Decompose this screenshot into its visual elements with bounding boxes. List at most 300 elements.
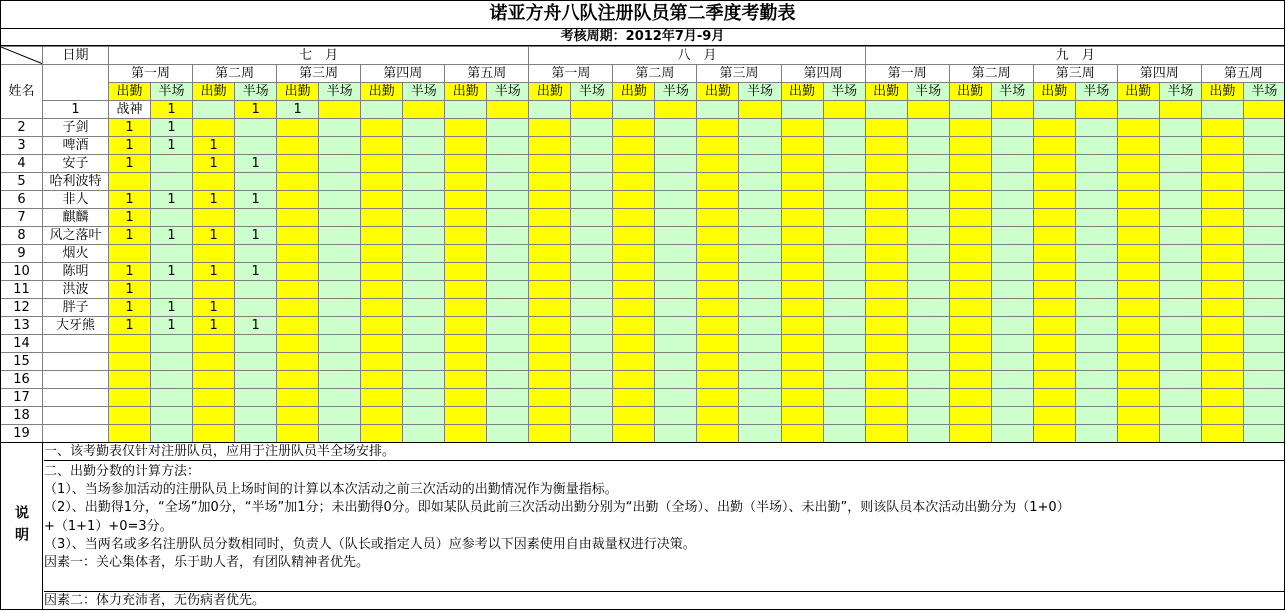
attendance-cell[interactable] [487,191,529,209]
attendance-cell[interactable] [949,389,991,407]
attendance-cell[interactable] [1243,335,1285,353]
attendance-cell[interactable] [277,245,319,263]
attendance-cell[interactable] [823,119,865,137]
attendance-cell[interactable] [1159,353,1201,371]
attendance-cell[interactable] [571,263,613,281]
attendance-cell[interactable] [781,353,823,371]
attendance-cell[interactable] [739,263,781,281]
attendance-cell[interactable] [487,119,529,137]
attendance-cell[interactable] [487,155,529,173]
attendance-cell[interactable] [319,119,361,137]
attendance-cell[interactable] [319,299,361,317]
attendance-cell[interactable] [445,227,487,245]
attendance-cell[interactable] [361,317,403,335]
attendance-cell[interactable] [403,281,445,299]
attendance-cell[interactable] [655,317,697,335]
attendance-cell[interactable] [445,173,487,191]
attendance-cell[interactable] [571,407,613,425]
attendance-cell[interactable] [613,245,655,263]
attendance-cell[interactable] [949,407,991,425]
attendance-cell[interactable] [319,101,361,119]
attendance-cell[interactable] [1033,191,1075,209]
attendance-cell[interactable] [907,155,949,173]
attendance-cell[interactable] [907,389,949,407]
attendance-cell[interactable] [445,299,487,317]
attendance-cell[interactable] [697,191,739,209]
attendance-cell[interactable] [1243,371,1285,389]
attendance-cell[interactable]: 1 [109,317,151,335]
attendance-cell[interactable]: 1 [151,263,193,281]
attendance-cell[interactable] [613,281,655,299]
attendance-cell[interactable] [865,245,907,263]
attendance-cell[interactable] [487,281,529,299]
attendance-cell[interactable] [403,371,445,389]
member-name[interactable] [43,371,109,389]
attendance-cell[interactable] [1159,101,1201,119]
attendance-cell[interactable] [655,281,697,299]
attendance-cell[interactable] [277,353,319,371]
attendance-cell[interactable] [865,191,907,209]
attendance-cell[interactable] [403,137,445,155]
attendance-cell[interactable] [1033,101,1075,119]
attendance-cell[interactable] [361,425,403,443]
attendance-cell[interactable] [655,371,697,389]
attendance-cell[interactable] [1243,425,1285,443]
attendance-cell[interactable] [235,137,277,155]
attendance-cell[interactable] [403,173,445,191]
attendance-cell[interactable] [193,353,235,371]
attendance-cell[interactable] [865,407,907,425]
attendance-cell[interactable] [235,353,277,371]
attendance-cell[interactable] [193,335,235,353]
attendance-cell[interactable] [277,137,319,155]
attendance-cell[interactable] [319,263,361,281]
attendance-cell[interactable] [1159,317,1201,335]
attendance-cell[interactable] [949,371,991,389]
attendance-cell[interactable] [403,101,445,119]
attendance-cell[interactable] [151,155,193,173]
attendance-cell[interactable] [613,209,655,227]
attendance-cell[interactable] [907,317,949,335]
attendance-cell[interactable] [1075,137,1117,155]
attendance-cell[interactable] [1201,263,1243,281]
attendance-cell[interactable] [739,371,781,389]
attendance-cell[interactable] [823,245,865,263]
attendance-cell[interactable] [865,281,907,299]
attendance-cell[interactable] [529,263,571,281]
attendance-cell[interactable] [991,245,1033,263]
attendance-cell[interactable] [1159,155,1201,173]
attendance-cell[interactable] [319,389,361,407]
attendance-cell[interactable] [361,407,403,425]
attendance-cell[interactable] [655,137,697,155]
attendance-cell[interactable] [277,263,319,281]
attendance-cell[interactable]: 1 [109,263,151,281]
attendance-cell[interactable]: 1 [151,317,193,335]
attendance-cell[interactable] [529,281,571,299]
attendance-cell[interactable] [277,155,319,173]
attendance-cell[interactable] [655,173,697,191]
attendance-cell[interactable] [529,299,571,317]
attendance-cell[interactable] [655,263,697,281]
attendance-cell[interactable] [949,281,991,299]
attendance-cell[interactable]: 1 [109,119,151,137]
attendance-cell[interactable] [823,173,865,191]
attendance-cell[interactable] [403,317,445,335]
attendance-cell[interactable] [1033,227,1075,245]
member-name[interactable] [43,407,109,425]
attendance-cell[interactable] [949,119,991,137]
attendance-cell[interactable] [907,209,949,227]
attendance-cell[interactable] [991,299,1033,317]
attendance-cell[interactable] [277,371,319,389]
attendance-cell[interactable]: 1 [193,227,235,245]
attendance-cell[interactable] [823,281,865,299]
member-name[interactable]: 胖子 [43,299,109,317]
attendance-cell[interactable] [991,227,1033,245]
attendance-cell[interactable] [739,227,781,245]
attendance-cell[interactable] [991,155,1033,173]
attendance-cell[interactable] [781,425,823,443]
attendance-cell[interactable] [445,209,487,227]
attendance-cell[interactable]: 1 [193,191,235,209]
attendance-cell[interactable] [991,263,1033,281]
attendance-cell[interactable] [1117,173,1159,191]
attendance-cell[interactable] [235,371,277,389]
attendance-cell[interactable] [529,137,571,155]
attendance-cell[interactable] [1243,173,1285,191]
attendance-cell[interactable] [193,281,235,299]
attendance-cell[interactable] [697,281,739,299]
attendance-cell[interactable] [403,353,445,371]
attendance-cell[interactable]: 1 [235,227,277,245]
attendance-cell[interactable] [949,335,991,353]
attendance-cell[interactable] [571,335,613,353]
attendance-cell[interactable] [403,407,445,425]
attendance-cell[interactable] [1201,191,1243,209]
attendance-cell[interactable] [865,317,907,335]
attendance-cell[interactable] [613,353,655,371]
attendance-cell[interactable] [319,335,361,353]
attendance-cell[interactable]: 1 [235,263,277,281]
attendance-cell[interactable] [1117,389,1159,407]
attendance-cell[interactable] [949,299,991,317]
attendance-cell[interactable] [1075,245,1117,263]
attendance-cell[interactable] [277,389,319,407]
attendance-cell[interactable] [403,335,445,353]
attendance-cell[interactable] [1033,299,1075,317]
attendance-cell[interactable] [151,425,193,443]
attendance-cell[interactable] [613,263,655,281]
attendance-cell[interactable] [823,353,865,371]
attendance-cell[interactable]: 1 [277,101,319,119]
attendance-cell[interactable] [1159,191,1201,209]
attendance-cell[interactable] [949,137,991,155]
attendance-cell[interactable] [487,407,529,425]
attendance-cell[interactable] [907,335,949,353]
attendance-cell[interactable] [991,353,1033,371]
attendance-cell[interactable] [193,371,235,389]
attendance-cell[interactable] [1159,227,1201,245]
attendance-cell[interactable] [655,227,697,245]
attendance-cell[interactable] [907,281,949,299]
attendance-cell[interactable] [1243,407,1285,425]
attendance-cell[interactable] [277,119,319,137]
attendance-cell[interactable] [487,263,529,281]
attendance-cell[interactable] [613,101,655,119]
attendance-cell[interactable] [235,299,277,317]
attendance-cell[interactable] [1075,101,1117,119]
attendance-cell[interactable] [151,407,193,425]
attendance-cell[interactable] [907,173,949,191]
attendance-cell[interactable] [487,425,529,443]
attendance-cell[interactable] [781,227,823,245]
member-name[interactable]: 陈明 [43,263,109,281]
attendance-cell[interactable] [1201,371,1243,389]
attendance-cell[interactable] [865,389,907,407]
attendance-cell[interactable] [1033,353,1075,371]
attendance-cell[interactable] [1117,101,1159,119]
attendance-cell[interactable] [1033,173,1075,191]
attendance-cell[interactable] [1075,119,1117,137]
attendance-cell[interactable] [529,389,571,407]
attendance-cell[interactable] [361,263,403,281]
attendance-cell[interactable] [991,101,1033,119]
attendance-cell[interactable] [823,263,865,281]
attendance-cell[interactable] [1075,371,1117,389]
attendance-cell[interactable] [697,317,739,335]
attendance-cell[interactable] [193,407,235,425]
attendance-cell[interactable] [1117,281,1159,299]
attendance-cell[interactable] [1075,407,1117,425]
attendance-cell[interactable] [823,191,865,209]
attendance-cell[interactable] [697,119,739,137]
attendance-cell[interactable] [1243,155,1285,173]
attendance-cell[interactable] [949,155,991,173]
attendance-cell[interactable] [949,263,991,281]
attendance-cell[interactable] [403,209,445,227]
attendance-cell[interactable] [487,353,529,371]
attendance-cell[interactable] [109,389,151,407]
attendance-cell[interactable] [529,227,571,245]
attendance-cell[interactable] [403,155,445,173]
attendance-cell[interactable] [319,317,361,335]
attendance-cell[interactable] [361,371,403,389]
attendance-cell[interactable] [1075,281,1117,299]
attendance-cell[interactable] [529,119,571,137]
attendance-cell[interactable] [571,425,613,443]
attendance-cell[interactable] [109,353,151,371]
member-name[interactable]: 战神 [109,101,151,119]
attendance-cell[interactable] [1201,425,1243,443]
attendance-cell[interactable] [907,101,949,119]
attendance-cell[interactable] [151,209,193,227]
attendance-cell[interactable]: 1 [235,101,277,119]
attendance-cell[interactable] [907,299,949,317]
attendance-cell[interactable] [655,425,697,443]
attendance-cell[interactable] [823,209,865,227]
attendance-cell[interactable] [739,317,781,335]
attendance-cell[interactable] [571,191,613,209]
attendance-cell[interactable] [235,173,277,191]
attendance-cell[interactable] [151,389,193,407]
attendance-cell[interactable] [697,407,739,425]
member-name[interactable]: 子剑 [43,119,109,137]
attendance-cell[interactable] [403,425,445,443]
attendance-cell[interactable] [529,209,571,227]
attendance-cell[interactable] [487,137,529,155]
attendance-cell[interactable] [277,191,319,209]
attendance-cell[interactable] [319,371,361,389]
attendance-cell[interactable] [529,353,571,371]
attendance-cell[interactable] [991,425,1033,443]
attendance-cell[interactable] [151,173,193,191]
attendance-cell[interactable] [361,173,403,191]
member-name[interactable] [43,425,109,443]
attendance-cell[interactable] [1201,155,1243,173]
attendance-cell[interactable] [991,173,1033,191]
attendance-cell[interactable] [781,407,823,425]
attendance-cell[interactable] [991,119,1033,137]
attendance-cell[interactable] [781,317,823,335]
attendance-cell[interactable] [1117,245,1159,263]
attendance-cell[interactable] [445,317,487,335]
attendance-cell[interactable] [907,191,949,209]
attendance-cell[interactable] [1033,335,1075,353]
attendance-cell[interactable] [277,299,319,317]
attendance-cell[interactable] [781,299,823,317]
attendance-cell[interactable] [865,425,907,443]
attendance-cell[interactable] [1201,119,1243,137]
attendance-cell[interactable] [445,281,487,299]
attendance-cell[interactable] [991,371,1033,389]
attendance-cell[interactable] [1243,227,1285,245]
attendance-cell[interactable] [319,281,361,299]
attendance-cell[interactable] [277,407,319,425]
attendance-cell[interactable] [361,191,403,209]
attendance-cell[interactable] [403,299,445,317]
attendance-cell[interactable] [655,155,697,173]
attendance-cell[interactable] [865,263,907,281]
attendance-cell[interactable] [1075,191,1117,209]
attendance-cell[interactable] [1201,389,1243,407]
attendance-cell[interactable] [571,299,613,317]
attendance-cell[interactable]: 1 [193,263,235,281]
attendance-cell[interactable] [1243,317,1285,335]
member-name[interactable] [43,353,109,371]
attendance-cell[interactable] [739,335,781,353]
attendance-cell[interactable] [655,209,697,227]
attendance-cell[interactable] [1033,155,1075,173]
attendance-cell[interactable] [865,137,907,155]
attendance-cell[interactable]: 1 [151,137,193,155]
attendance-cell[interactable] [697,101,739,119]
attendance-cell[interactable] [865,119,907,137]
attendance-cell[interactable] [445,371,487,389]
attendance-cell[interactable] [1201,227,1243,245]
attendance-cell[interactable] [613,299,655,317]
attendance-cell[interactable] [907,227,949,245]
attendance-cell[interactable] [109,407,151,425]
attendance-cell[interactable] [319,137,361,155]
attendance-cell[interactable] [109,245,151,263]
attendance-cell[interactable] [865,101,907,119]
attendance-cell[interactable] [445,191,487,209]
attendance-cell[interactable] [487,173,529,191]
attendance-cell[interactable] [193,425,235,443]
attendance-cell[interactable] [1033,209,1075,227]
attendance-cell[interactable] [991,281,1033,299]
attendance-cell[interactable] [613,191,655,209]
attendance-cell[interactable] [739,173,781,191]
attendance-cell[interactable] [949,101,991,119]
attendance-cell[interactable] [781,119,823,137]
attendance-cell[interactable] [1075,389,1117,407]
attendance-cell[interactable] [1201,173,1243,191]
attendance-cell[interactable] [1075,425,1117,443]
attendance-cell[interactable] [655,101,697,119]
attendance-cell[interactable] [991,191,1033,209]
attendance-cell[interactable] [151,353,193,371]
attendance-cell[interactable] [949,317,991,335]
attendance-cell[interactable] [109,371,151,389]
attendance-cell[interactable] [823,389,865,407]
attendance-cell[interactable] [1201,299,1243,317]
member-name[interactable]: 风之落叶 [43,227,109,245]
attendance-cell[interactable] [235,389,277,407]
attendance-cell[interactable] [739,209,781,227]
attendance-cell[interactable] [823,317,865,335]
attendance-cell[interactable] [697,137,739,155]
member-name[interactable] [43,335,109,353]
attendance-cell[interactable] [823,335,865,353]
member-name[interactable] [43,389,109,407]
attendance-cell[interactable] [445,353,487,371]
attendance-cell[interactable] [571,173,613,191]
attendance-cell[interactable] [445,407,487,425]
attendance-cell[interactable] [235,425,277,443]
attendance-cell[interactable] [823,371,865,389]
attendance-cell[interactable] [991,317,1033,335]
attendance-cell[interactable] [613,389,655,407]
attendance-cell[interactable] [613,173,655,191]
attendance-cell[interactable] [781,335,823,353]
attendance-cell[interactable] [1075,227,1117,245]
attendance-cell[interactable] [613,425,655,443]
attendance-cell[interactable] [1033,137,1075,155]
attendance-cell[interactable] [361,281,403,299]
attendance-cell[interactable] [1243,101,1285,119]
attendance-cell[interactable] [1243,353,1285,371]
attendance-cell[interactable] [1117,155,1159,173]
attendance-cell[interactable] [823,137,865,155]
attendance-cell[interactable] [655,389,697,407]
attendance-cell[interactable] [487,101,529,119]
attendance-cell[interactable] [1075,155,1117,173]
attendance-cell[interactable] [991,389,1033,407]
attendance-cell[interactable]: 1 [151,191,193,209]
attendance-cell[interactable] [655,119,697,137]
attendance-cell[interactable] [487,299,529,317]
attendance-cell[interactable] [571,119,613,137]
attendance-cell[interactable] [361,335,403,353]
attendance-cell[interactable] [445,389,487,407]
attendance-cell[interactable] [1075,173,1117,191]
attendance-cell[interactable] [529,425,571,443]
attendance-cell[interactable]: 1 [193,299,235,317]
attendance-cell[interactable] [1033,119,1075,137]
attendance-cell[interactable]: 1 [109,137,151,155]
